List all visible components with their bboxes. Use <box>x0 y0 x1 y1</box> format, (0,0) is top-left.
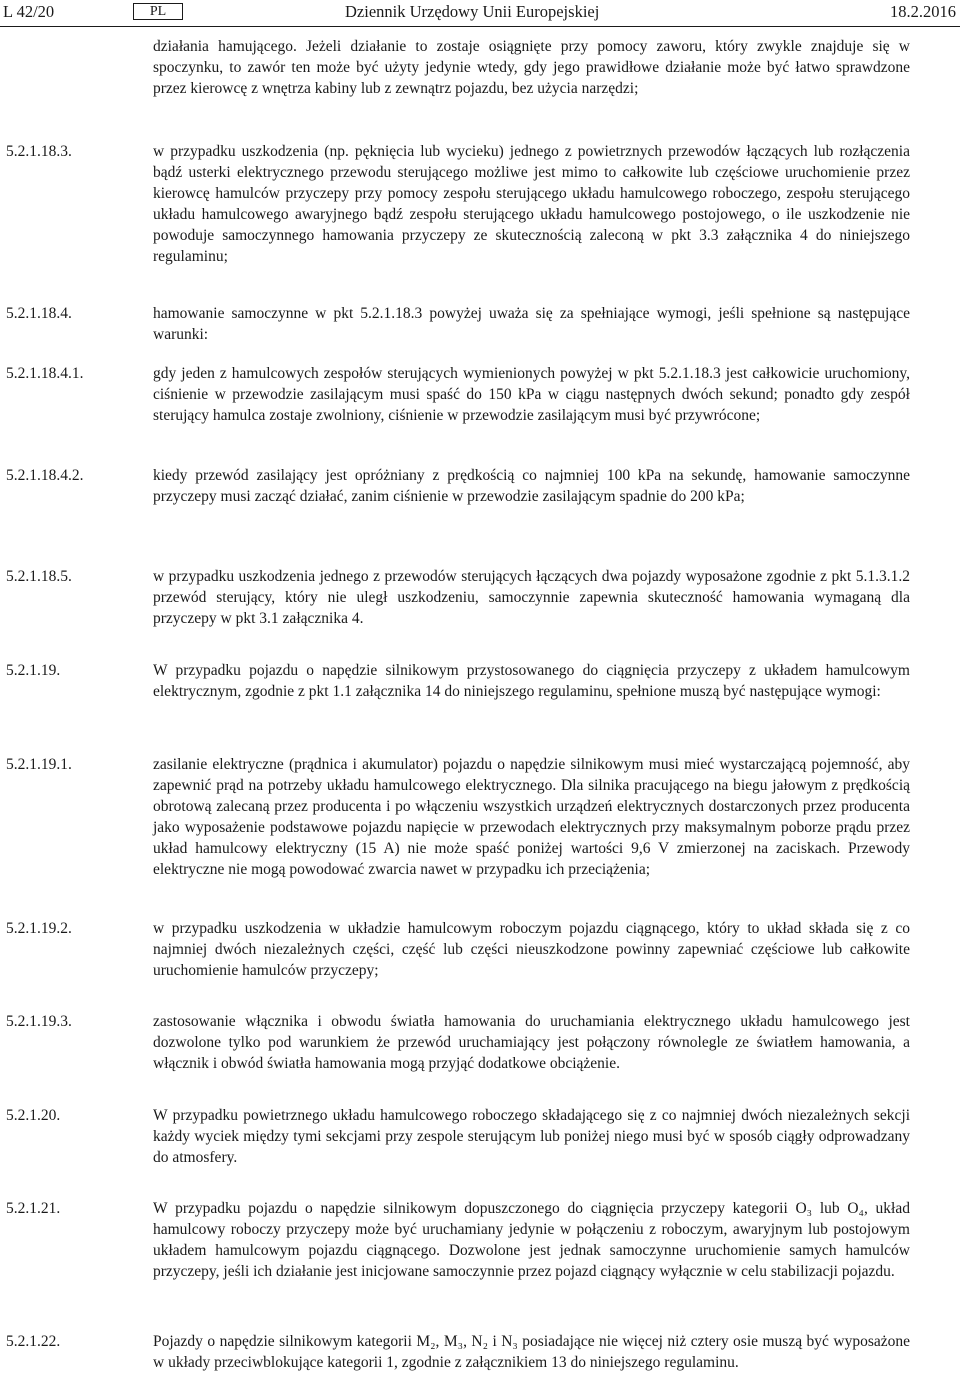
paragraph-text: zasilanie elektryczne (prądnica i akumulator) pojazdu o napędzie silnikowym musi mieć wystarczającą pojemność, aby zapewnić prąd na potrzeby układu hamulcowego elektrycznego. Dla silnika pracującego na biegu jałowym z prędkością obrotową zalecaną przez producenta i po włączeniu wszystkich urządzeń elektrycznych dostarczonych przez producenta jako wyposażenie podstawowe pojazdu napięcie w przewodach elektrycznych przy maksymalnym poborze prądu przez układ hamulcowy elektryczny (15 A) nie może spaść poniżej wartości 9,6 V zmierzonej na zaciskach. Przewody elektryczne nie mogą powodować zwarcia nawet w przypadku ich przeciążenia; <box>153 756 910 878</box>
paragraph-number: 5.2.1.18.4.2. <box>6 467 84 484</box>
paragraph-text: W przypadku pojazdu o napędzie silnikowym przystosowanego do ciągnięcia przyczepy z układem hamulcowym elektrycznym, zgodnie z pkt 1.1 załącznika 14 do niniejszego regulaminu, spełnione muszą być następujące wymogi: <box>153 662 910 700</box>
paragraph-number: 5.2.1.18.5. <box>6 568 72 585</box>
paragraph-text: kiedy przewód zasilający jest opróżniany z prędkością co najmniej 100 kPa na sekundę, hamowanie samoczynne przyczepy musi zacząć działać, zanim ciśnienie w przewodzie zasilającym spadnie do 200 kPa; <box>153 467 910 505</box>
paragraph-number: 5.2.1.19. <box>6 662 61 679</box>
paragraph-text: W przypadku pojazdu o napędzie silnikowym dopuszczonego do ciągnięcia przyczepy kategorii O₃ lub O₄, układ hamulcowy roboczy przyczepy może być uruchamiany jedynie w połączeniu z roboczym, awaryjnym lub postojowym układem hamulcowym pojazdu ciągnącego. Dozwolone jest jednak samoczynne uruchomienie samych hamulców przyczepy, jeśli ich działanie jest inicjowane samoczynnie przez pojazd ciągnący wyłącznie w celu stabilizacji pojazdu. <box>153 1200 910 1280</box>
paragraph-text: gdy jeden z hamulcowych zespołów sterujących wymienionych powyżej w pkt 5.2.1.18.3 jest całkowicie uruchomiony, ciśnienie w przewodzie zasilającym musi spaść do 150 kPa w ciągu następnych dwóch sekund; ponadto gdy zespół sterujący hamulca zostaje zwolniony, ciśnienie w przewodzie zasilającym musi być przywrócone; <box>153 365 910 424</box>
paragraph-text: w przypadku uszkodzenia jednego z przewodów sterujących łączących dwa pojazdy wyposażone zgodnie z pkt 5.1.3.1.2 przewód sterujący, który nie uległ uszkodzeniu, samoczynnie zapewnia skuteczność hamowania wymaganą dla przyczepy w pkt 3.1 załącznika 4. <box>153 568 910 627</box>
paragraph-text: w przypadku uszkodzenia (np. pęknięcia lub wycieku) jednego z powietrznych przewodów łączących lub rozłączenia bądź usterki elektrycznego przewodu sterującego możliwe jest mimo to całkowite lub częściowe uruchomienie przez kierowcę hamulców przyczepy przy pomocy zespołu sterującego układu hamulcowego roboczego, zespołu sterującego układu hamulcowego awaryjnego bądź zespołu sterującego układu hamulcowego postojowego, o ile uszkodzenie nie powoduje samoczynnego hamowania przyczepy ze skutecznością zaleconą w pkt 3.3 załącznika 4 do niniejszego regulaminu; <box>153 143 910 265</box>
paragraph-number: 5.2.1.21. <box>6 1200 61 1217</box>
lead-paragraph: działania hamującego. Jeżeli działanie to zostaje osiągnięte przy pomocy zaworu, który zwykle znajduje się w spoczynku, to zawór ten może być użyty jedynie wtedy, gdy jego prawidłowe działanie może być łatwo sprawdzone przez kierowcę z wnętrza kabiny lub z zewnątrz pojazdu, bez użycia narzędzi; <box>153 38 910 97</box>
language-badge: PL <box>133 3 183 20</box>
paragraph-number: 5.2.1.19.3. <box>6 1013 72 1030</box>
paragraph-number: 5.2.1.19.2. <box>6 920 72 937</box>
publication-date: 18.2.2016 <box>890 2 956 21</box>
paragraph-text: w przypadku uszkodzenia w układzie hamulcowym roboczym pojazdu ciągnącego, który to układ składa się z co najmniej dwóch niezależnych części, część lub części nieuszkodzone powinny zapewniać częściowe lub całkowite uruchomienie hamulców przyczepy; <box>153 920 910 979</box>
paragraph-text: Pojazdy o napędzie silnikowym kategorii M₂, M₃, N₂ i N₃ posiadające nie więcej niż cztery osie muszą być wyposażone w układy przeciwblokujące kategorii 1, zgodnie z załącznikiem 13 do niniejszego regulaminu. <box>153 1333 910 1371</box>
paragraph-number: 5.2.1.18.3. <box>6 143 72 160</box>
paragraph-number: 5.2.1.20. <box>6 1107 61 1124</box>
paragraph-number: 5.2.1.19.1. <box>6 756 72 773</box>
paragraph-number: 5.2.1.18.4.1. <box>6 365 84 382</box>
page-reference: L 42/20 <box>3 2 55 21</box>
page-header <box>0 0 960 30</box>
paragraph-number: 5.2.1.22. <box>6 1333 61 1350</box>
paragraph-number: 5.2.1.18.4. <box>6 305 72 322</box>
journal-title: Dziennik Urzędowy Unii Europejskiej <box>345 2 600 21</box>
paragraph-text: zastosowanie włącznika i obwodu światła hamowania do uruchamiania elektrycznego układu hamulcowego jest dozwolone tylko pod warunkiem że przewód uruchamiający jest połączony równolegle ze światłem hamowania, a włącznik i obwód światła hamowania mogą przyjąć dodatkowe obciążenie. <box>153 1013 910 1072</box>
paragraph-text: W przypadku powietrznego układu hamulcowego roboczego składającego się z co najmniej dwóch niezależnych sekcji każdy wyciek między tymi sekcjami przy zespole sterującym lub poniżej niego musi być w sposób ciągły odprowadzany do atmosfery. <box>153 1107 910 1166</box>
header-divider <box>0 26 960 27</box>
paragraph-text: hamowanie samoczynne w pkt 5.2.1.18.3 powyżej uważa się za spełniające wymogi, jeśli spełnione są następujące warunki: <box>153 305 910 343</box>
